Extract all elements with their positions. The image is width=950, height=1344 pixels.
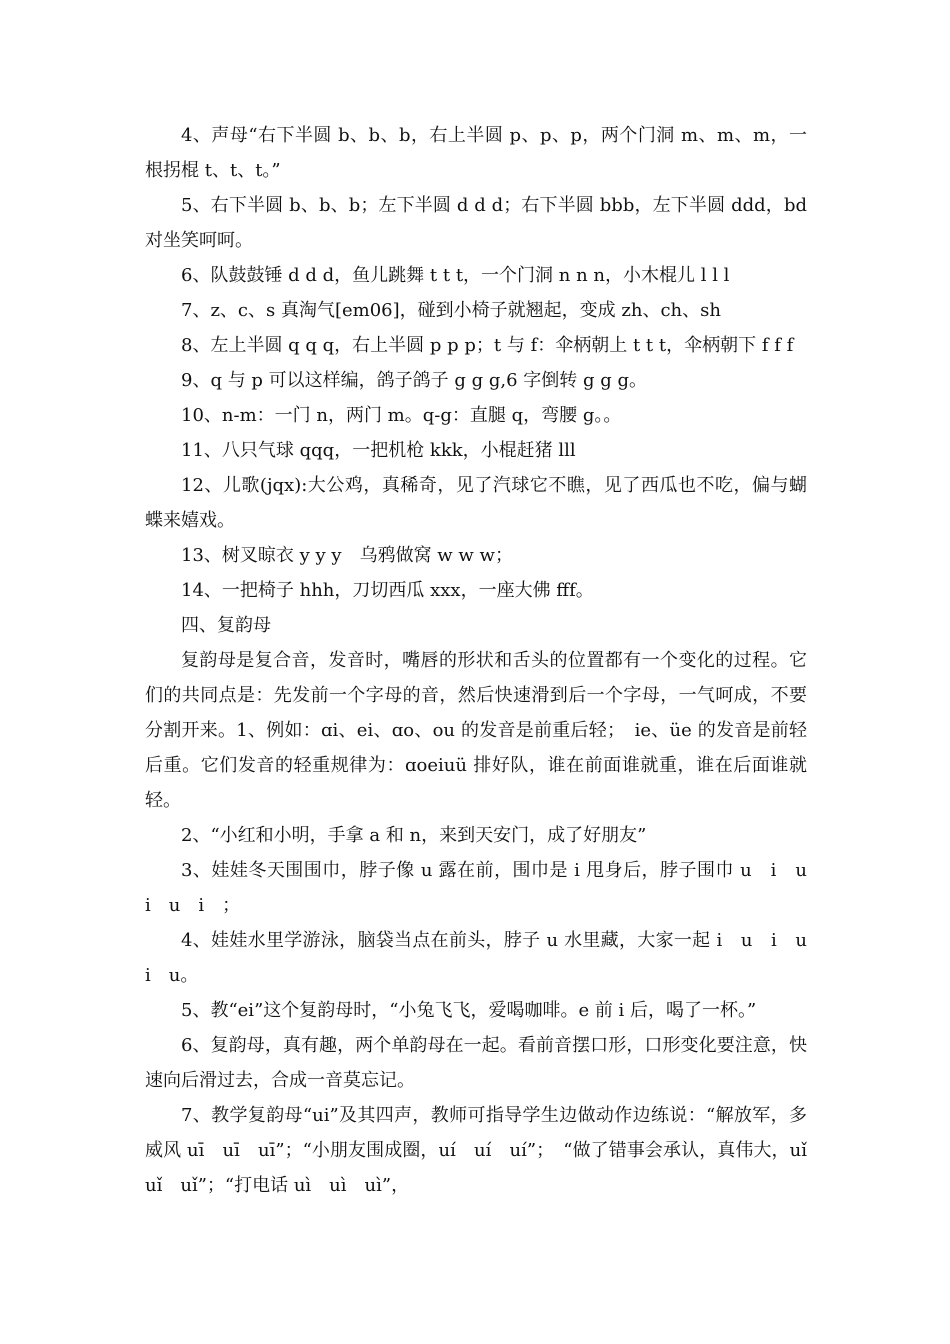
paragraph-finals-6: 6、复韵母，真有趣，两个单韵母在一起。看前音摆口形，口形变化要注意，快速向后滑过去，合成一音莫忘记。 bbox=[145, 1035, 807, 1091]
paragraph-rhyme-6: 6、队鼓鼓锤 d d d，鱼儿跳舞 t t t，一个门洞 n n n，小木棍儿 l l l bbox=[181, 265, 730, 286]
document-body bbox=[145, 118, 825, 1203]
section-heading-compound-finals: 四、复韵母 bbox=[181, 615, 271, 636]
paragraph-finals-7: 7、教学复韵母“ui”及其四声，教师可指导学生边做动作边练说：“解放军，多威风 uī uī uī”；“小朋友围成圈，uí uí uí”； “做了错事会承认，真伟大，uǐ uǐ uǐ”；“打电话 uì uì uì”， bbox=[145, 1105, 825, 1196]
paragraph-rhyme-5: 5、右下半圆 b、b、b；左下半圆 d d d；右下半圆 bbb，左下半圆 ddd，bd 对坐笑呵呵。 bbox=[145, 195, 813, 251]
paragraph-compound-finals-intro: 复韵母是复合音，发音时，嘴唇的形状和舌头的位置都有一个变化的过程。它们的共同点是：先发前一个字母的音，然后快速滑到后一个字母，一气呵成，不要分割开来。1、例如：ɑi、ei、ɑo、ou 的发音是前重后轻； ie、üe 的发音是前轻后重。它们发音的轻重规律为：ɑoeiuü 排好队，谁在前面谁就重，谁在后面谁就轻。 bbox=[145, 650, 807, 811]
paragraph-rhyme-9: 9、q 与 p 可以这样编，鸽子鸽子 g g g,6 字倒转 g g g。 bbox=[181, 370, 648, 391]
paragraph-rhyme-12: 12、儿歌(jqx):大公鸡，真稀奇，见了汽球它不瞧，见了西瓜也不吃，偏与蝴蝶来嬉戏。 bbox=[145, 475, 807, 531]
paragraph-finals-4: 4、娃娃水里学游泳，脑袋当点在前头，脖子 u 水里藏，大家一起 i u i u i u。 bbox=[145, 930, 825, 986]
paragraph-finals-3: 3、娃娃冬天围围巾，脖子像 u 露在前，围巾是 i 甩身后，脖子围巾 u i u i u i ； bbox=[145, 860, 825, 916]
paragraph-rhyme-7: 7、z、c、s 真淘气[em06]，碰到小椅子就翘起，变成 zh、ch、sh bbox=[181, 300, 721, 321]
paragraph-finals-5: 5、教“ei”这个复韵母时，“小兔飞飞，爱喝咖啡。e 前 i 后，喝了一杯。” bbox=[181, 1000, 757, 1021]
paragraph-finals-2: 2、“小红和小明，手拿 a 和 n，来到天安门，成了好朋友” bbox=[181, 825, 647, 846]
paragraph-rhyme-13: 13、树叉晾衣 y y y 乌鸦做窝 w w w； bbox=[181, 545, 513, 566]
paragraph-rhyme-14: 14、一把椅子 hhh，刀切西瓜 xxx，一座大佛 fff。 bbox=[181, 580, 594, 601]
paragraph-rhyme-10: 10、n-m：一门 n，两门 m。q-g：直腿 q，弯腰 g。。 bbox=[181, 405, 622, 426]
paragraph-rhyme-8: 8、左上半圆 q q q，右上半圆 p p p；t 与 f：伞柄朝上 t t t，伞柄朝下 f f f bbox=[181, 335, 794, 356]
paragraph-rhyme-11: 11、八只气球 qqq，一把机枪 kkk，小棍赶猪 lll bbox=[181, 440, 576, 461]
paragraph-rhyme-4: 4、声母“右下半圆 b、b、b，右上半圆 p、p、p，两个门洞 m、m、m，一根拐棍 t、t、t。” bbox=[145, 125, 807, 181]
